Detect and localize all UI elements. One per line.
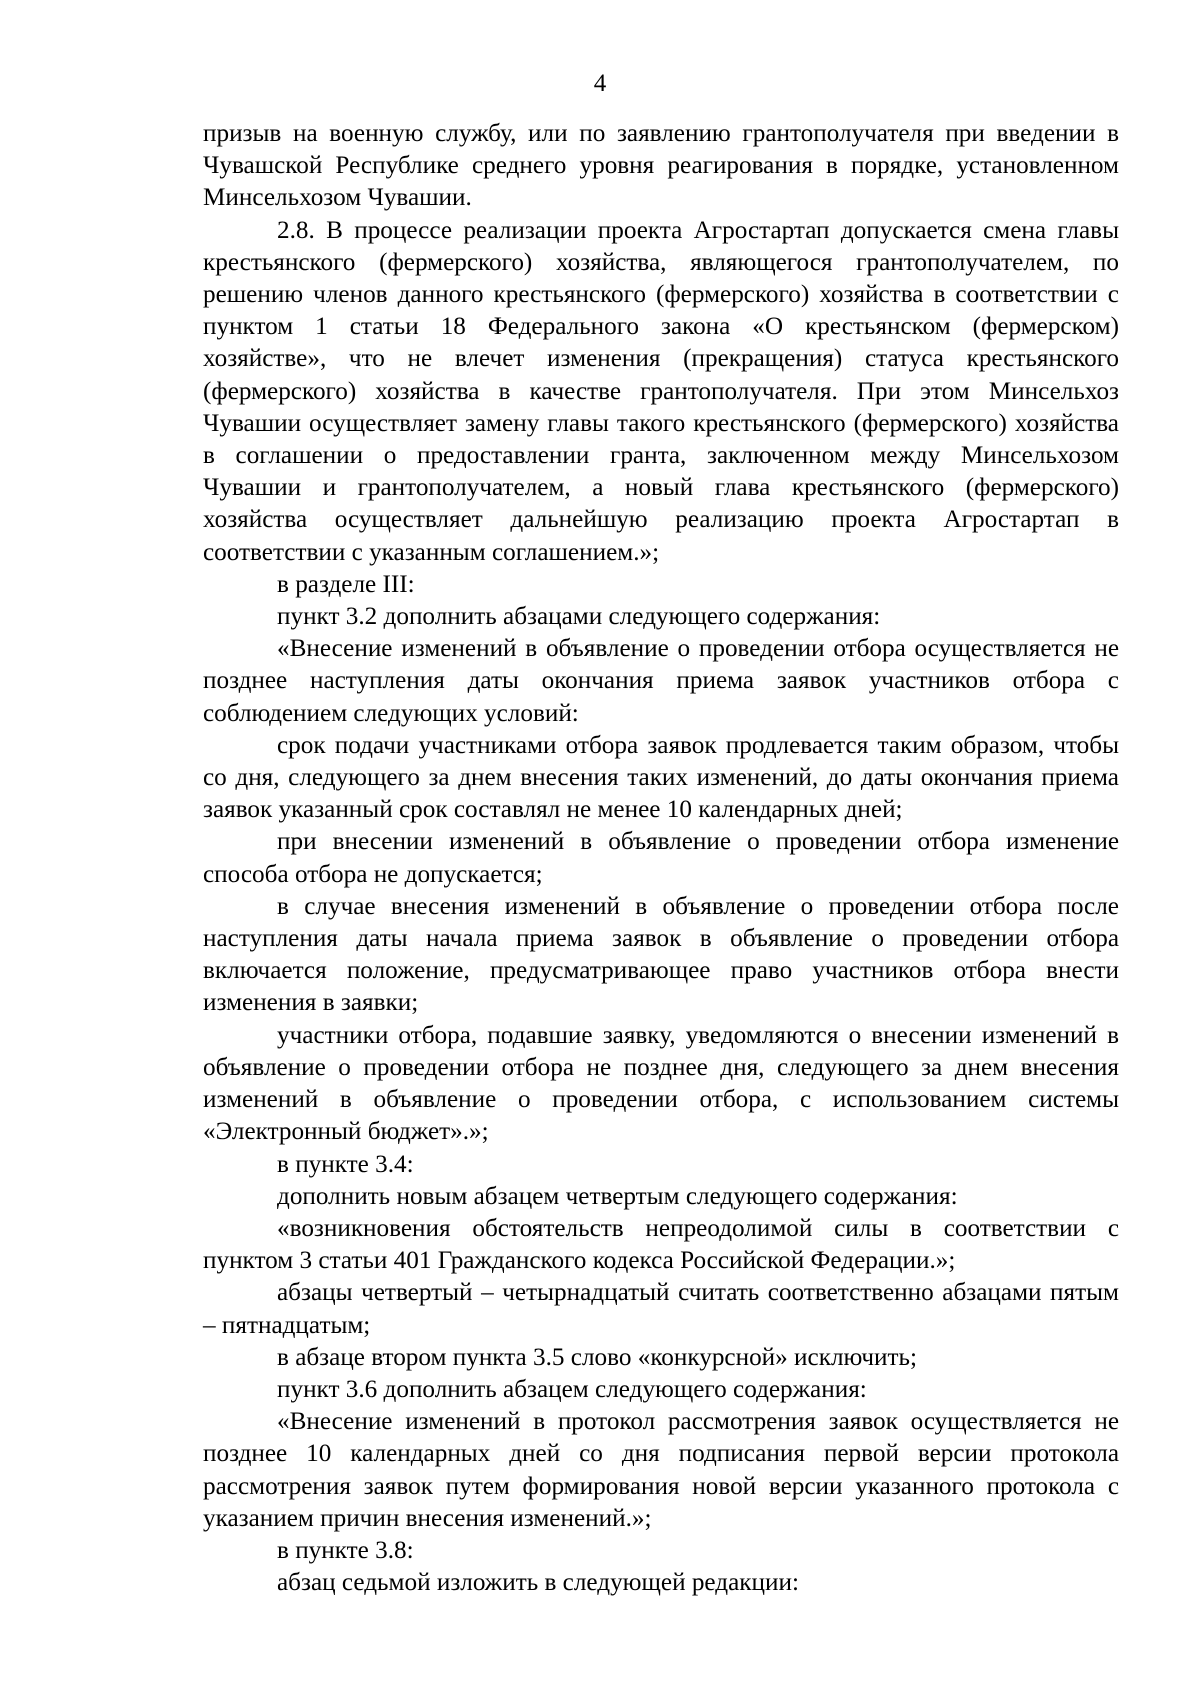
paragraph-13: абзацы четвертый – четырнадцатый считать соответственно абзацами пятым – пятнадцатым; [203, 1279, 1119, 1339]
paragraph-15: пункт 3.6 дополнить абзацем следующего содержания: [277, 1375, 867, 1403]
paragraph-16: «Внесение изменений в протокол рассмотрения заявок осуществляется не позднее 10 календарных дней со дня подписания первой версии протокола рассмотрения заявок путем формирования новой версии указанного протокола с указанием причин внесения изменений.»; [203, 1408, 1119, 1532]
paragraph-12: «возникновения обстоятельств непреодолимой силы в соответствии с пунктом 3 статьи 401 Гражданского кодекса Российской Федерации.»; [203, 1214, 1119, 1275]
paragraph-7: при внесении изменений в объявление о проведении отбора изменение способа отбора не допускается; [203, 828, 1119, 888]
paragraph-6: срок подачи участниками отбора заявок продлевается таким образом, чтобы со дня, следующего за днем внесения таких изменений, до даты окончания приема заявок указанный срок составлял не менее 10 календарных дней; [203, 731, 1119, 824]
paragraph-17: в пункте 3.8: [277, 1536, 414, 1564]
paragraph-10: в пункте 3.4: [277, 1150, 414, 1178]
page-number: 4 [593, 70, 607, 97]
paragraph-8: в случае внесения изменений в объявление о проведении отбора после наступления даты начала приема заявок в объявление о проведении отбора включается положение, предусматривающее право участников отбора внести изменения в заявки; [203, 892, 1119, 1017]
paragraph-18: абзац седьмой изложить в следующей редакции: [277, 1569, 799, 1597]
paragraph-2: 2.8. В процессе реализации проекта Агростартап допускается смена главы крестьянского (фермерского) хозяйства, являющегося грантополучателем, по решению членов данного крестьянского (фермерского) хозяйства в соответствии с пунктом 1 статьи 18 Федерального закона «О крестьянском (фермерском) хозяйстве», что не влечет изменения (прекращения) статуса крестьянского (фермерского) хозяйства в качестве грантополучателя. При этом Минсельхоз Чувашии осуществляет замену главы такого крестьянского (фермерского) хозяйства в соглашении о предоставлении гранта, заключенном между Минсельхозом Чувашии и грантополучателем, а новый глава крестьянского (фермерского) хозяйства осуществляет дальнейшую реализацию проекта Агростартап в соответствии с указанным соглашением.»; [203, 216, 1119, 566]
paragraph-9: участники отбора, подавшие заявку, уведомляются о внесении изменений в объявление о проведении отбора не позднее дня, следующего за днем внесения изменений в объявление о проведении отбора, с использованием системы «Электронный бюджет».»; [203, 1021, 1119, 1146]
paragraph-3: в разделе III: [277, 570, 415, 598]
paragraph-14: в абзаце втором пункта 3.5 слово «конкурсной» исключить; [277, 1343, 918, 1371]
paragraph-5: «Внесение изменений в объявление о проведении отбора осуществляется не позднее наступления даты окончания приема заявок участников отбора с соблюдением следующих условий: [203, 635, 1119, 727]
paragraph-11: дополнить новым абзацем четвертым следующего содержания: [277, 1182, 958, 1210]
paragraph-1: призыв на военную службу, или по заявлению грантополучателя при введении в Чувашской Республике среднего уровня реагирования в порядке, установленном Минсельхозом Чувашии. [203, 120, 1119, 212]
paragraph-4: пункт 3.2 дополнить абзацами следующего содержания: [277, 603, 881, 631]
document-body [203, 118, 1119, 1599]
